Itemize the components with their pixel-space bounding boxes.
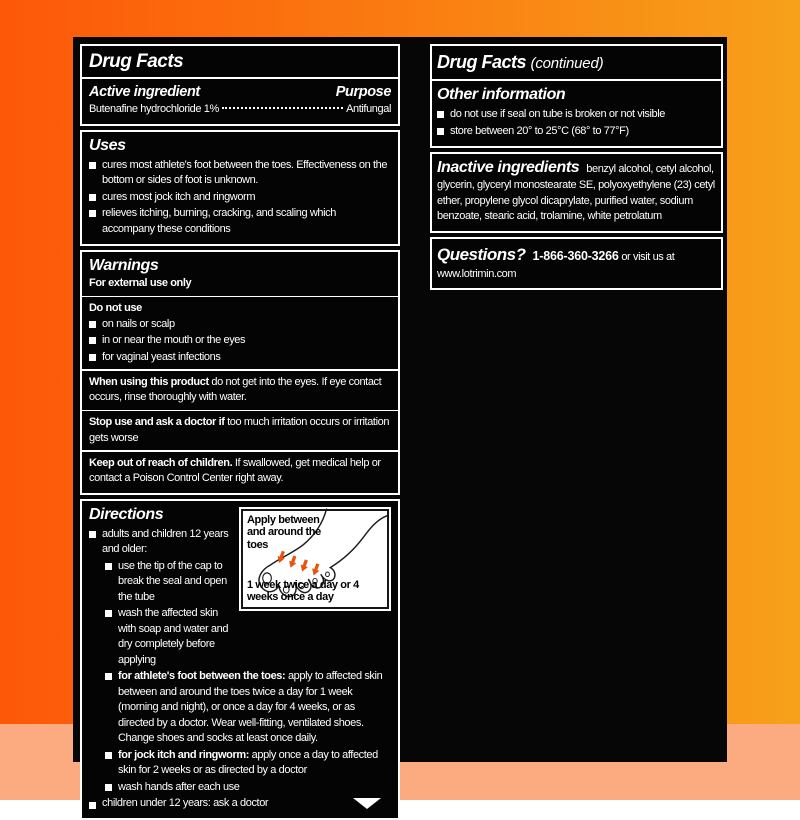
bullet-square-icon: [105, 673, 112, 680]
bullet-square-icon: [437, 111, 444, 118]
bullet-square-icon: [437, 128, 444, 135]
list-item: cures most athlete's foot between the toes. Effectiveness on the bottom or sides of foot is unknown.: [89, 158, 391, 189]
inactive-ingredients-text: Inactive ingredients benzyl alcohol, cetyl alcohol, glycerin, glyceryl monostearate SE, polyoxyethylene (23) cetyl ether, propylene glycol dicaprylate, purified water, sodium benzoate, stearic acid, trolamine, white petrolatum: [437, 159, 715, 222]
divider: [82, 77, 398, 79]
do-not-use-label: Do not use: [89, 302, 142, 314]
directions-section: [80, 499, 400, 820]
illustration-caption-top: Apply between and around the toes: [247, 513, 321, 551]
divider: [82, 410, 398, 412]
dotted-leader: [222, 107, 343, 109]
divider: [82, 296, 398, 298]
stop-use-text: Stop use and ask a doctor if too much irritation occurs or irritation gets worse: [89, 416, 390, 444]
list-item: cures most jock itch and ringworm: [89, 190, 391, 206]
drug-facts-left-column: [80, 44, 400, 809]
list-item: use the tip of the cap to break the seal and open the tube: [105, 559, 233, 606]
other-information-list: [437, 107, 716, 139]
divider: [432, 79, 721, 81]
bullet-square-icon: [105, 752, 112, 759]
questions-title: Questions?: [437, 244, 526, 264]
other-information-section: [430, 44, 723, 148]
external-use-text: For external use only: [89, 277, 192, 289]
drug-facts-continued-title: Drug Facts (continued): [437, 52, 604, 72]
drug-facts-panel: [73, 37, 727, 809]
continued-arrow-icon: [353, 798, 381, 809]
foot-illustration: [239, 507, 391, 611]
active-ingredient-label: Active ingredient: [89, 84, 200, 100]
purpose-label: Purpose: [335, 84, 391, 100]
bullet-square-icon: [89, 337, 96, 344]
bullet-square-icon: [89, 321, 96, 328]
uses-section: [80, 130, 400, 247]
bullet-square-icon: [89, 531, 96, 538]
drug-facts-right-column: [430, 44, 723, 290]
list-item: wash hands after each use: [105, 780, 391, 796]
list-item: do not use if seal on tube is broken or not visible: [437, 107, 716, 123]
inactive-ingredients-title: Inactive ingredients: [437, 159, 580, 176]
active-ingredient-section: [80, 44, 400, 126]
list-item: wash the affected skin with soap and water and dry completely before applying: [105, 606, 233, 668]
ingredient-name: Butenafine hydrochloride 1%: [89, 103, 219, 115]
do-not-use-list: [89, 317, 391, 366]
bullet-square-icon: [89, 194, 96, 201]
list-item: relieves itching, burning, cracking, and scaling which accompany these conditions: [89, 206, 391, 237]
bullet-square-icon: [89, 802, 96, 809]
divider: [82, 450, 398, 452]
when-using-text: When using this product do not get into the eyes. If eye contact occurs, rinse thoroughly with water.: [89, 375, 382, 403]
keep-out-text: Keep out of reach of children. If swallowed, get medical help or contact a Poison Control Center right away.: [89, 456, 381, 484]
list-item: for jock itch and ringworm: apply once a day to affected skin for 2 weeks or as directed by a doctor: [105, 748, 391, 779]
bullet-square-icon: [105, 610, 112, 617]
toenail: [326, 572, 330, 577]
illustration-caption-bottom: 1 week twice a day or 4 weeks once a day: [247, 578, 359, 603]
children-bullet-row: [89, 796, 391, 812]
bullet-square-icon: [89, 210, 96, 217]
list-item: in or near the mouth or the eyes: [89, 333, 391, 349]
inactive-ingredients-section: [430, 152, 723, 233]
uses-list: [89, 158, 391, 238]
apply-arrow-icon: [275, 549, 286, 563]
directions-title: Directions: [89, 505, 164, 523]
uses-title: Uses: [89, 136, 126, 154]
bullet-square-icon: [105, 563, 112, 570]
apply-arrow-icon: [310, 562, 321, 576]
list-item: for athlete's foot between the toes: apply to affected skin between and around the toes twice a day for 1 week (morning and night), or once a day for 4 weeks, or as directed by a doctor. Wear well-fitting, ventilated shoes. Change shoes and socks at least once daily.: [105, 669, 391, 747]
list-item: store between 20° to 25°C (68° to 77°F): [437, 124, 716, 140]
apply-arrow-icon: [287, 554, 298, 568]
warnings-section: [80, 250, 400, 495]
questions-phone: 1-866-360-3266: [532, 248, 619, 263]
list-item: on nails or scalp: [89, 317, 391, 333]
purpose-value: Antifungal: [346, 103, 391, 115]
warnings-title: Warnings: [89, 257, 159, 274]
divider: [82, 369, 398, 371]
questions-section: [430, 237, 723, 291]
questions-text: Questions? 1-866-360-3266 or visit us at www.lotrimin.com: [437, 244, 675, 280]
foot-illustration-frame: [241, 509, 389, 609]
other-information-title: Other information: [437, 86, 566, 103]
bullet-square-icon: [105, 784, 112, 791]
drug-facts-title: Drug Facts: [89, 51, 184, 72]
apply-arrow-icon: [298, 558, 309, 572]
bullet-square-icon: [89, 162, 96, 169]
list-item: adults and children 12 years and older:: [89, 527, 233, 558]
bullet-square-icon: [89, 354, 96, 361]
list-item: for vaginal yeast infections: [89, 350, 391, 366]
children-bullet-text: children under 12 years: ask a doctor: [102, 797, 269, 809]
